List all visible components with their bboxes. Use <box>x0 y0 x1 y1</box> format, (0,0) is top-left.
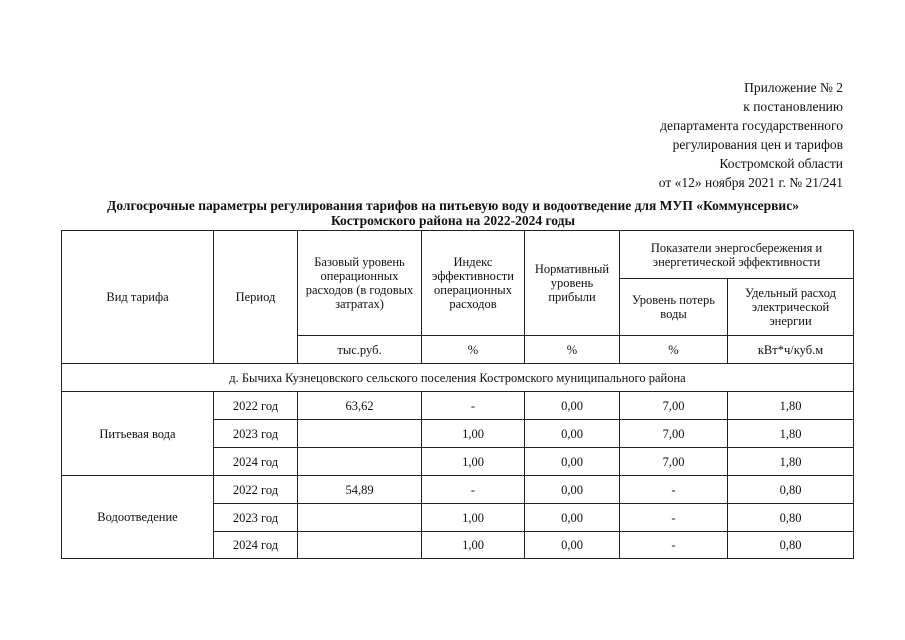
tariff-name: Водоотведение <box>62 476 214 559</box>
header-water-loss: Уровень потерь воды <box>620 279 728 336</box>
cell-index: - <box>422 392 525 420</box>
cell-base <box>298 504 422 532</box>
cell-index: 1,00 <box>422 420 525 448</box>
parameters-table <box>61 230 854 559</box>
section-label: д. Бычиха Кузнецовского сельского поселения Костромского муниципального района <box>62 364 854 392</box>
cell-power: 0,80 <box>728 476 854 504</box>
header-efficiency-index: Индекс эффективности операционных расходов <box>422 231 525 336</box>
title-line-1: Долгосрочные параметры регулирования тарифов на питьевую воду и водоотведение для МУП «Коммунсервис» <box>107 198 799 213</box>
cell-loss: - <box>620 504 728 532</box>
cell-base: 54,89 <box>298 476 422 504</box>
unit-normative-profit: % <box>525 336 620 364</box>
table-row <box>62 392 854 420</box>
cell-index: 1,00 <box>422 448 525 476</box>
cell-period: 2024 год <box>214 532 298 559</box>
header-power-consumption: Удельный расход электрической энергии <box>728 279 854 336</box>
appendix-line: регулирования цен и тарифов <box>672 137 843 152</box>
header-period: Период <box>214 231 298 364</box>
cell-power: 1,80 <box>728 420 854 448</box>
cell-period: 2024 год <box>214 448 298 476</box>
cell-loss: 7,00 <box>620 420 728 448</box>
header-row <box>62 231 854 279</box>
title-line-2: Костромского района на 2022-2024 годы <box>330 213 576 228</box>
section-row <box>62 364 854 392</box>
cell-base <box>298 532 422 559</box>
cell-profit: 0,00 <box>525 476 620 504</box>
cell-loss: - <box>620 476 728 504</box>
cell-index: - <box>422 476 525 504</box>
tariff-name: Питьевая вода <box>62 392 214 476</box>
cell-profit: 0,00 <box>525 504 620 532</box>
cell-loss: 7,00 <box>620 392 728 420</box>
unit-efficiency-index: % <box>422 336 525 364</box>
cell-loss: - <box>620 532 728 559</box>
cell-power: 1,80 <box>728 392 854 420</box>
table-row <box>62 476 854 504</box>
cell-profit: 0,00 <box>525 448 620 476</box>
appendix-line: от «12» ноября 2021 г. № 21/241 <box>658 175 843 190</box>
unit-water-loss: % <box>620 336 728 364</box>
header-tariff-type: Вид тарифа <box>62 231 214 364</box>
header-energy-group: Показатели энергосбережения и энергетической эффективности <box>620 231 854 279</box>
appendix-line: к постановлению <box>743 99 843 114</box>
cell-power: 0,80 <box>728 532 854 559</box>
cell-power: 1,80 <box>728 448 854 476</box>
cell-loss: 7,00 <box>620 448 728 476</box>
cell-power: 0,80 <box>728 504 854 532</box>
cell-period: 2022 год <box>214 476 298 504</box>
cell-profit: 0,00 <box>525 420 620 448</box>
cell-index: 1,00 <box>422 504 525 532</box>
document-title <box>58 198 848 228</box>
header-normative-profit: Нормативный уровень прибыли <box>525 231 620 336</box>
cell-period: 2023 год <box>214 420 298 448</box>
appendix-line: Приложение № 2 <box>744 80 843 95</box>
cell-profit: 0,00 <box>525 532 620 559</box>
cell-base <box>298 448 422 476</box>
cell-base: 63,62 <box>298 392 422 420</box>
appendix-line: департамента государственного <box>660 118 843 133</box>
cell-period: 2023 год <box>214 504 298 532</box>
cell-period: 2022 год <box>214 392 298 420</box>
appendix-block <box>659 78 843 192</box>
appendix-line: Костромской области <box>719 156 843 171</box>
cell-index: 1,00 <box>422 532 525 559</box>
cell-base <box>298 420 422 448</box>
cell-profit: 0,00 <box>525 392 620 420</box>
header-base-level: Базовый уровень операционных расходов (в годовых затратах) <box>298 231 422 336</box>
unit-power-consumption: кВт*ч/куб.м <box>728 336 854 364</box>
unit-base-level: тыс.руб. <box>298 336 422 364</box>
